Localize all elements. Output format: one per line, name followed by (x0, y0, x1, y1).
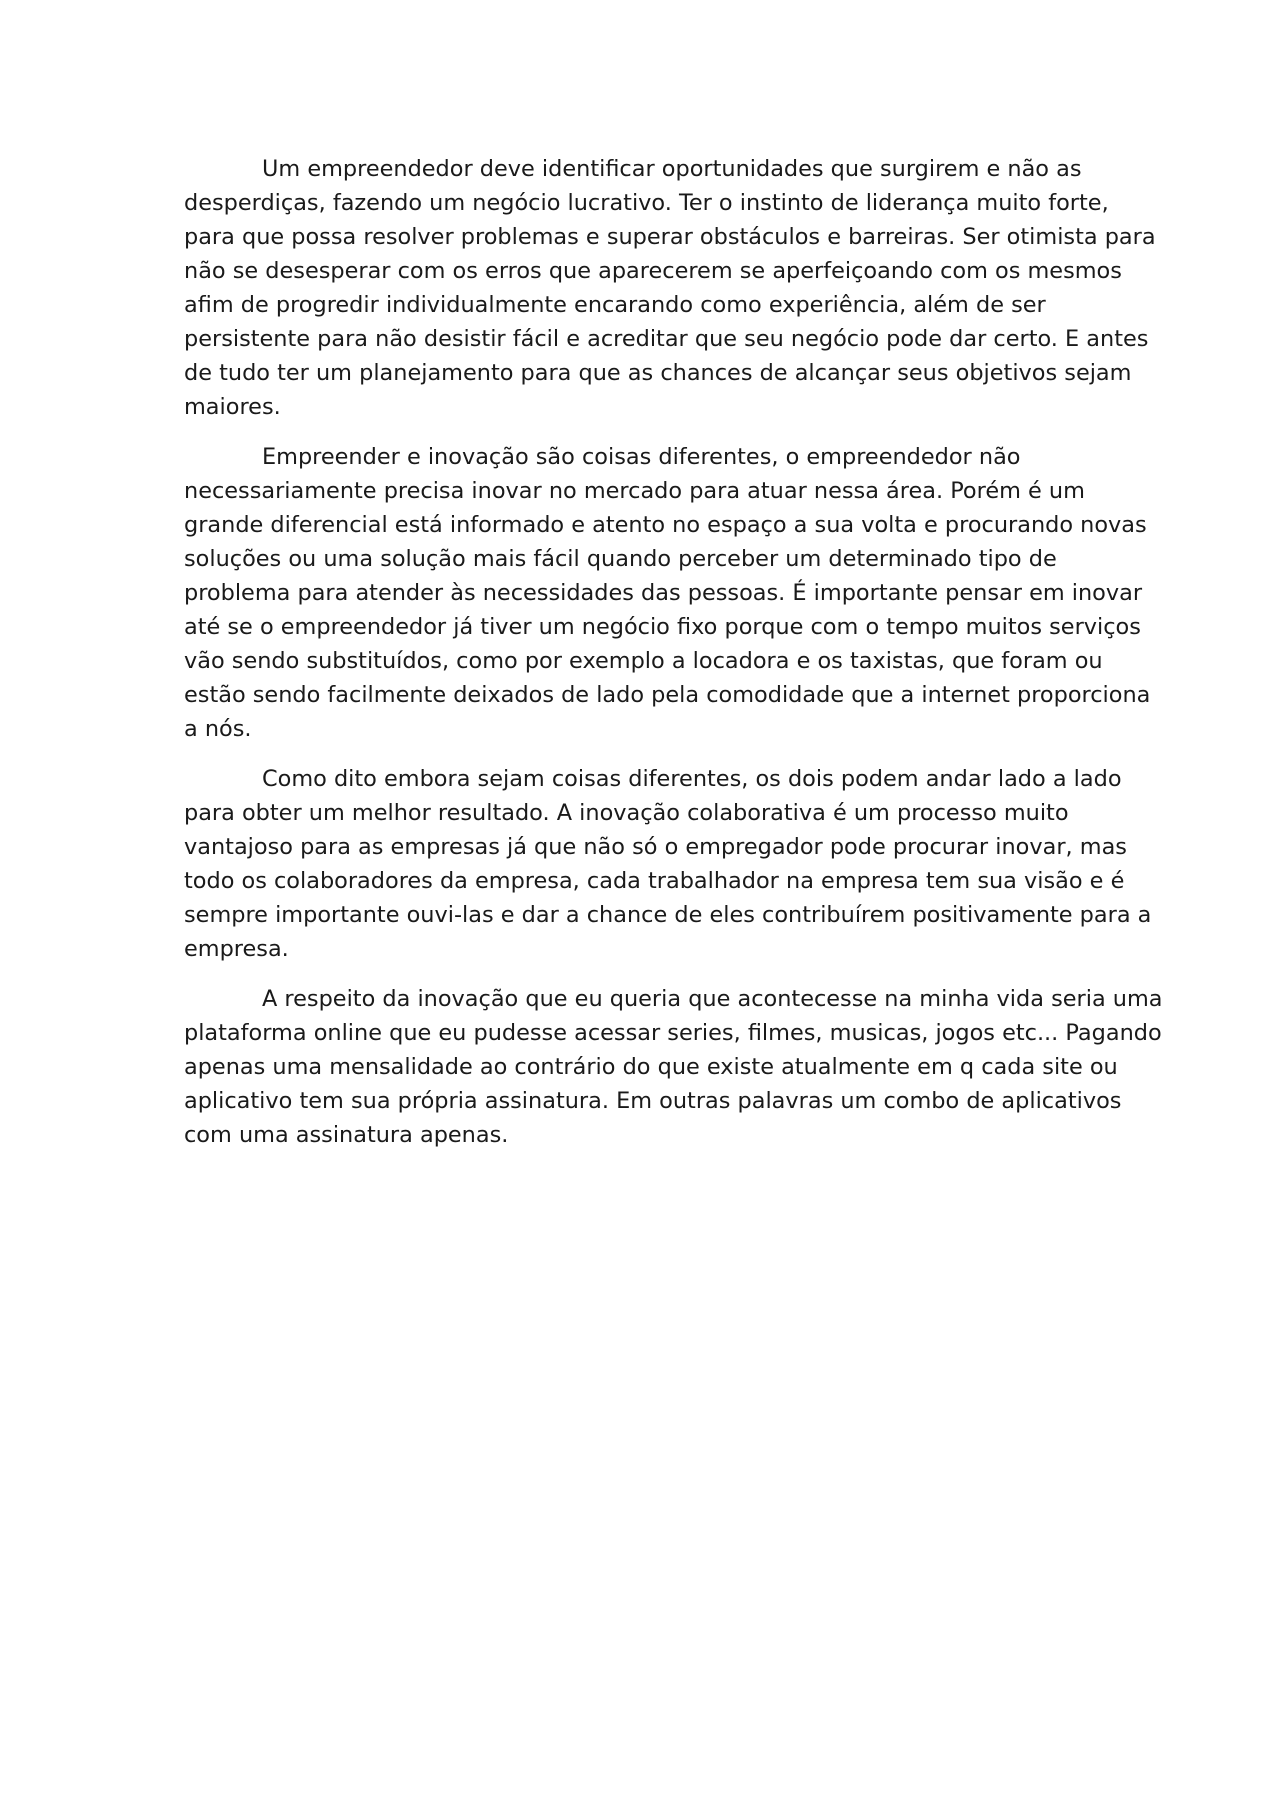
paragraph-3 (184, 762, 1152, 966)
paragraph-line: problema para atender às necessidades das pessoas. É importante pensar em inovar (184, 580, 1143, 606)
paragraph-line: persistente para não desistir fácil e acreditar que seu negócio pode dar certo. E antes (184, 326, 1149, 352)
paragraph-line: desperdiças, fazendo um negócio lucrativo. Ter o instinto de liderança muito forte, (184, 190, 1109, 216)
paragraph-line: afim de progredir individualmente encarando como experiência, além de ser (184, 292, 1046, 318)
paragraph-line: não se desesperar com os erros que aparecerem se aperfeiçoando com os mesmos (184, 258, 1122, 284)
paragraph-line: vão sendo substituídos, como por exemplo a locadora e os taxistas, que foram ou (184, 648, 1103, 674)
paragraph-line: até se o empreendedor já tiver um negócio fixo porque com o tempo muitos serviços (184, 614, 1141, 640)
paragraph-line: para que possa resolver problemas e superar obstáculos e barreiras. Ser otimista para (184, 224, 1156, 250)
paragraph-line: com uma assinatura apenas. (184, 1122, 509, 1148)
paragraph-line: todo os colaboradores da empresa, cada trabalhador na empresa tem sua visão e é (184, 868, 1125, 894)
paragraph-4 (184, 982, 1163, 1152)
paragraph-line: Empreender e inovação são coisas diferentes, o empreendedor não (262, 444, 1021, 470)
document-body (184, 152, 1163, 1168)
paragraph-line: Um empreendedor deve identificar oportunidades que surgirem e não as (262, 156, 1082, 182)
paragraph-1 (184, 152, 1156, 424)
paragraph-line: maiores. (184, 394, 281, 420)
paragraph-line: plataforma online que eu pudesse acessar series, filmes, musicas, jogos etc... Pagando (184, 1020, 1162, 1046)
paragraph-line: A respeito da inovação que eu queria que acontecesse na minha vida seria uma (262, 986, 1163, 1012)
paragraph-line: necessariamente precisa inovar no mercado para atuar nessa área. Porém é um (184, 478, 1085, 504)
paragraph-line: vantajoso para as empresas já que não só o empregador pode procurar inovar, mas (184, 834, 1127, 860)
paragraph-line: aplicativo tem sua própria assinatura. Em outras palavras um combo de aplicativos (184, 1088, 1122, 1114)
paragraph-line: soluções ou uma solução mais fácil quando perceber um determinado tipo de (184, 546, 1057, 572)
paragraph-line: estão sendo facilmente deixados de lado pela comodidade que a internet proporciona (184, 682, 1151, 708)
paragraph-line: apenas uma mensalidade ao contrário do que existe atualmente em q cada site ou (184, 1054, 1118, 1080)
paragraph-line: de tudo ter um planejamento para que as chances de alcançar seus objetivos sejam (184, 360, 1132, 386)
paragraph-line: sempre importante ouvi-las e dar a chance de eles contribuírem positivamente para a (184, 902, 1152, 928)
paragraph-line: a nós. (184, 716, 252, 742)
paragraph-2 (184, 440, 1151, 746)
paragraph-line: para obter um melhor resultado. A inovação colaborativa é um processo muito (184, 800, 1069, 826)
paragraph-line: empresa. (184, 936, 289, 962)
paragraph-line: Como dito embora sejam coisas diferentes, os dois podem andar lado a lado (262, 766, 1122, 792)
paragraph-line: grande diferencial está informado e atento no espaço a sua volta e procurando novas (184, 512, 1147, 538)
